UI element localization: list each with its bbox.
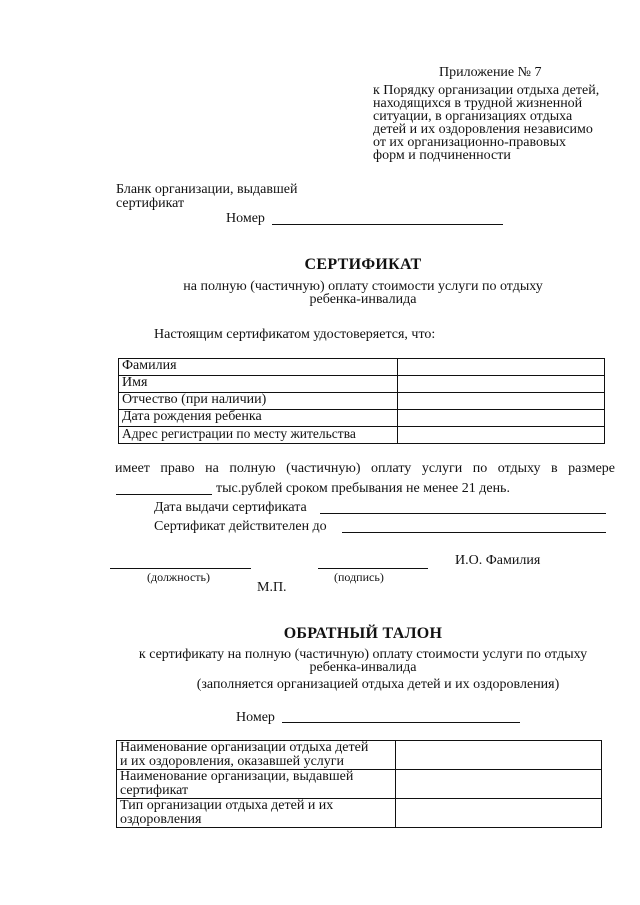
row-value-field[interactable] <box>398 410 605 427</box>
certificate-subtitle: ребенка-инвалида <box>309 292 417 307</box>
row-value-field[interactable] <box>396 770 602 799</box>
table-row <box>119 359 605 376</box>
right-statement: имеет право на полную (частичную) оплату услуги по отдыху в размере <box>115 461 615 476</box>
row-label-line: Тип организации отдыха детей и их <box>120 798 334 813</box>
row-label-line: Наименование организации, выдавшей <box>120 769 354 784</box>
signature-caption: (подпись) <box>334 570 384 584</box>
table-row <box>119 410 605 427</box>
position-field[interactable] <box>110 568 251 569</box>
row-label <box>117 799 396 828</box>
row-value-field[interactable] <box>398 393 605 410</box>
valid-until-field[interactable] <box>342 532 606 533</box>
row-value-field[interactable] <box>398 427 605 444</box>
cert-number-label: Номер <box>226 211 265 226</box>
row-label-line: Наименование организации отдыха детей <box>120 740 369 755</box>
table-row <box>119 427 605 444</box>
row-label: Дата рождения ребенка <box>119 410 398 427</box>
appendix-number: Приложение № 7 <box>439 65 542 80</box>
certificate-title: СЕРТИФИКАТ <box>304 256 422 273</box>
table-row <box>119 393 605 410</box>
certificate-table <box>118 358 605 444</box>
appendix-line: детей и их оздоровления независимо <box>373 122 593 137</box>
talon-subtitle: ребенка-инвалида <box>309 660 417 675</box>
stamp-label: М.П. <box>257 580 287 595</box>
right-statement-cont: тыс.рублей сроком пребывания не менее 21 день. <box>216 481 510 496</box>
appendix-line: от их организационно-правовых <box>373 135 566 150</box>
position-caption: (должность) <box>147 570 210 584</box>
appendix-line: находящихся в трудной жизненной <box>373 96 583 111</box>
table-row <box>117 799 602 828</box>
issue-date-field[interactable] <box>320 513 606 514</box>
row-value-field[interactable] <box>396 741 602 770</box>
row-label-line: и их оздоровления, оказавшей услуги <box>120 754 345 769</box>
talon-subtitle: к сертификату на полную (частичную) оплату стоимости услуги по отдыху <box>138 647 588 662</box>
talon-table <box>116 740 602 828</box>
row-label <box>117 741 396 770</box>
appendix-line: к Порядку организации отдыха детей, <box>373 83 600 98</box>
row-label <box>117 770 396 799</box>
table-row <box>119 376 605 393</box>
cert-number-field[interactable] <box>272 224 503 225</box>
appendix-line: форм и подчиненности <box>373 148 511 163</box>
table-row <box>117 770 602 799</box>
certificate-subtitle: на полную (частичную) оплату стоимости услуги по отдыху <box>183 279 543 294</box>
table-row <box>117 741 602 770</box>
row-label: Фамилия <box>119 359 398 376</box>
appendix-line: ситуации, в организациях отдыха <box>373 109 573 124</box>
row-value-field[interactable] <box>396 799 602 828</box>
row-label-line: сертификат <box>120 783 189 798</box>
row-value-field[interactable] <box>398 359 605 376</box>
certificate-intro: Настоящим сертификатом удостоверяется, что: <box>154 327 436 342</box>
row-label: Адрес регистрации по месту жительства <box>119 427 398 444</box>
blank-org-line2: сертификат <box>116 196 185 211</box>
row-value-field[interactable] <box>398 376 605 393</box>
talon-title: ОБРАТНЫЙ ТАЛОН <box>283 625 443 642</box>
row-label-line: оздоровления <box>120 812 202 827</box>
row-label: Имя <box>119 376 398 393</box>
signature-field[interactable] <box>318 568 428 569</box>
appendix-block <box>373 66 633 162</box>
issue-date-label: Дата выдачи сертификата <box>154 500 307 515</box>
talon-number-label: Номер <box>236 710 275 725</box>
signer-name: И.О. Фамилия <box>455 553 541 568</box>
blank-org-line1: Бланк организации, выдавшей <box>116 182 298 197</box>
valid-until-label: Сертификат действителен до <box>154 519 327 534</box>
row-label: Отчество (при наличии) <box>119 393 398 410</box>
amount-field[interactable] <box>116 494 212 495</box>
talon-subtitle: (заполняется организацией отдыха детей и их оздоровления) <box>196 677 560 692</box>
talon-number-field[interactable] <box>282 722 520 723</box>
